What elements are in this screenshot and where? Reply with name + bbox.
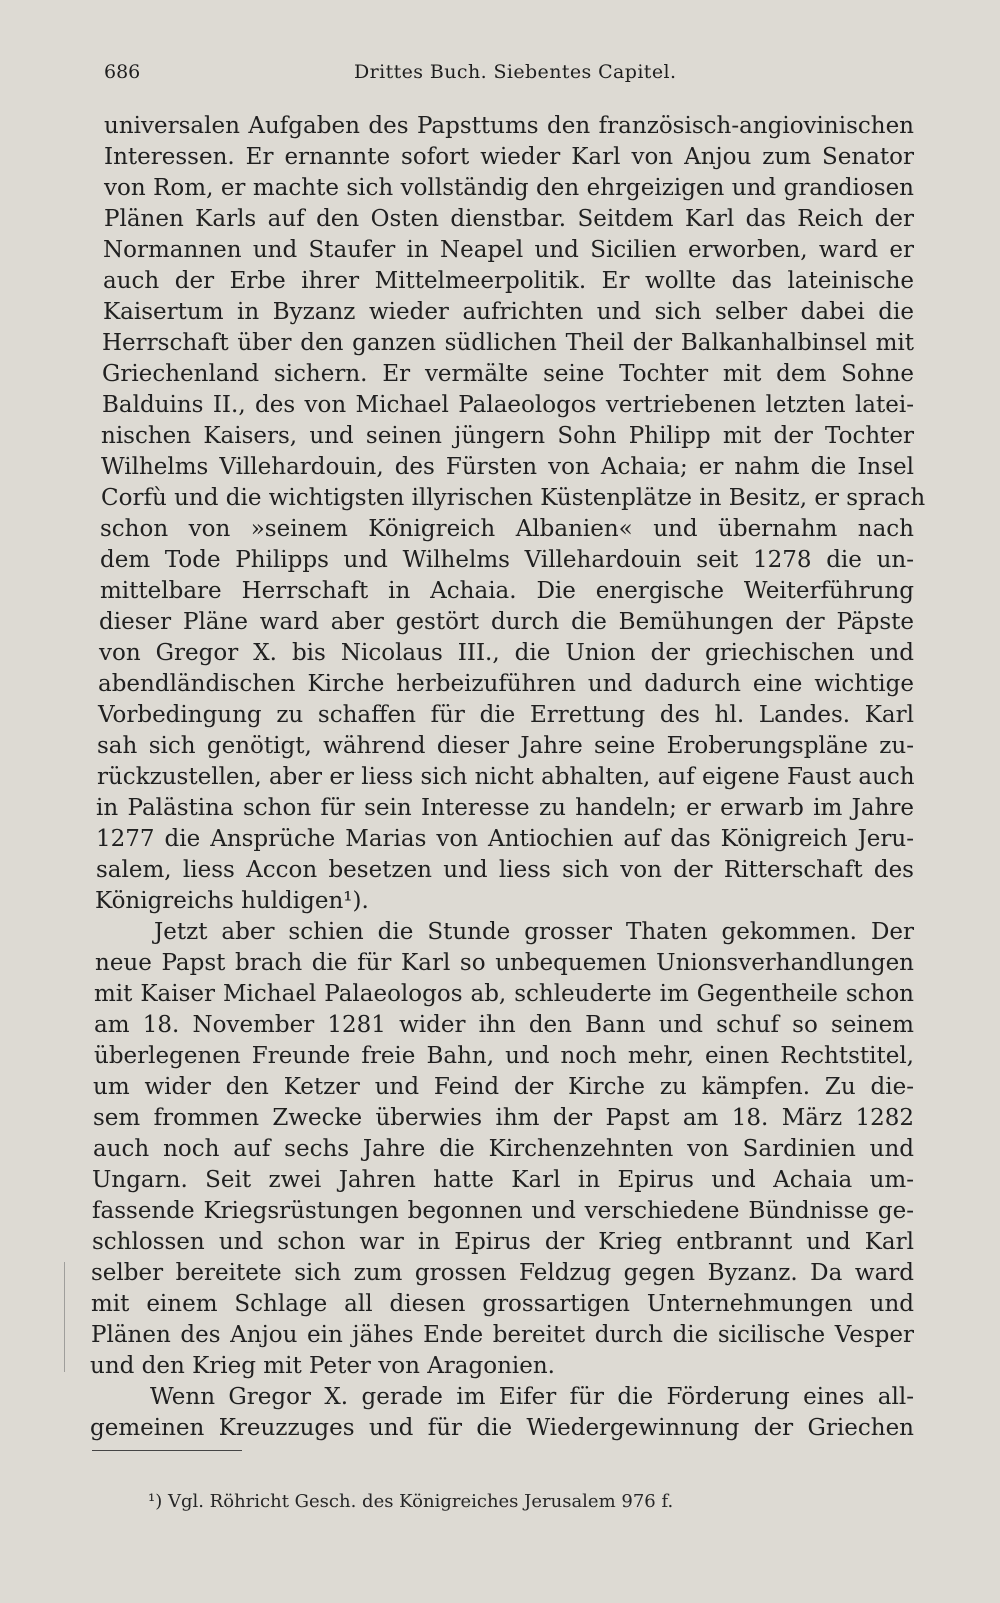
text-line: neue Papst brach die für Karl so unbequemen Unionsverhandlungen [95, 950, 914, 976]
text-line: um wider den Ketzer und Feind der Kirche zu kämpfen. Zu die- [93, 1074, 914, 1100]
text-line: in Palästina schon für sein Interesse zu handeln; er erwarb im Jahre [96, 795, 914, 821]
text-line: schlossen und schon war in Epirus der Krieg entbrannt und Karl [92, 1229, 914, 1255]
text-line: Plänen des Anjou ein jähes Ende bereitet durch die sicilische Vesper [91, 1322, 914, 1348]
text-line: dieser Pläne ward aber gestört durch die Bemühungen der Päpste [99, 609, 914, 635]
text-line: selber bereitete sich zum grossen Feldzug gegen Byzanz. Da ward [91, 1260, 914, 1286]
text-line: überlegenen Freunde freie Bahn, und noch mehr, einen Rechtstitel, [94, 1043, 914, 1069]
text-line: sem frommen Zwecke überwies ihm der Papst am 18. März 1282 [93, 1105, 914, 1131]
text-line: Balduins II., des von Michael Palaeologos vertriebenen letzten latei- [102, 392, 914, 418]
text-line: dem Tode Philipps und Wilhelms Villehardouin seit 1278 die un- [100, 547, 914, 573]
text-line: Wenn Gregor X. gerade im Eifer für die Förderung eines all- [150, 1384, 914, 1410]
text-line: salem, liess Accon besetzen und liess sich von der Ritterschaft des [96, 857, 914, 883]
text-line: Griechenland sichern. Er vermälte seine Tochter mit dem Sohne [102, 361, 914, 387]
text-line: und den Krieg mit Peter von Aragonien. [90, 1353, 555, 1379]
footnote: ¹) Vgl. Röhricht Gesch. des Königreiches Jerusalem 976 f. [148, 1491, 674, 1512]
text-line: Normannen und Staufer in Neapel und Sicilien erworben, ward er [103, 237, 914, 263]
page-number: 686 [104, 61, 141, 83]
text-line: Königreichs huldigen¹). [95, 888, 369, 914]
text-line: schon von »seinem Königreich Albanien« und übernahm nach [100, 516, 914, 542]
text-line: fassende Kriegsrüstungen begonnen und verschiedene Bündnisse ge- [92, 1198, 914, 1224]
footnote-rule [92, 1450, 242, 1451]
text-line: 1277 die Ansprüche Marias von Antiochien auf das Königreich Jeru- [96, 826, 914, 852]
chapter-title: Drittes Buch. Siebentes Capitel. [354, 61, 677, 83]
text-line: Wilhelms Villehardouin, des Fürsten von Achaia; er nahm die Insel [101, 454, 914, 480]
text-line: universalen Aufgaben des Papsttums den französisch-angiovinischen [104, 113, 914, 139]
text-line: Vorbedingung zu schaffen für die Errettung des hl. Landes. Karl [98, 702, 914, 728]
text-line: mit einem Schlage all diesen grossartigen Unternehmungen und [91, 1291, 914, 1317]
text-line: sah sich genötigt, während dieser Jahre seine Eroberungspläne zu- [97, 733, 914, 759]
text-line: abendländischen Kirche herbeizuführen und dadurch eine wichtige [98, 671, 914, 697]
text-line: Plänen Karls auf den Osten dienstbar. Seitdem Karl das Reich der [104, 206, 914, 232]
text-line: auch noch auf sechs Jahre die Kirchenzehnten von Sardinien und [93, 1136, 914, 1162]
text-line: auch der Erbe ihrer Mittelmeerpolitik. Er wollte das lateinische [103, 268, 914, 294]
text-line: Kaisertum in Byzanz wieder aufrichten und sich selber dabei die [103, 299, 914, 325]
text-line: Ungarn. Seit zwei Jahren hatte Karl in Epirus und Achaia um- [92, 1167, 914, 1193]
text-line: mittelbare Herrschaft in Achaia. Die energische Weiterführung [100, 578, 914, 604]
text-line: von Rom, er machte sich vollständig den ehrgeizigen und grandiosen [104, 175, 914, 201]
text-line: am 18. November 1281 wider ihn den Bann und schuf so seinem [94, 1012, 914, 1038]
text-line: Interessen. Er ernannte sofort wieder Karl von Anjou zum Senator [104, 144, 914, 170]
text-line: gemeinen Kreuzzuges und für die Wiedergewinnung der Griechen [90, 1415, 914, 1441]
text-line: von Gregor X. bis Nicolaus III., die Union der griechischen und [99, 640, 914, 666]
margin-mark [64, 1262, 65, 1372]
text-line: rückzustellen, aber er liess sich nicht abhalten, auf eigene Faust auch [97, 764, 915, 790]
text-line: mit Kaiser Michael Palaeologos ab, schleuderte im Gegentheile schon [94, 981, 914, 1007]
text-line: Herrschaft über den ganzen südlichen Theil der Balkanhalbinsel mit [102, 330, 914, 356]
text-line: Corfù und die wichtigsten illyrischen Küstenplätze in Besitz, er sprach [101, 485, 926, 511]
text-line: Jetzt aber schien die Stunde grosser Thaten gekommen. Der [154, 919, 914, 945]
text-line: nischen Kaisers, und seinen jüngern Sohn Philipp mit der Tochter [101, 423, 914, 449]
